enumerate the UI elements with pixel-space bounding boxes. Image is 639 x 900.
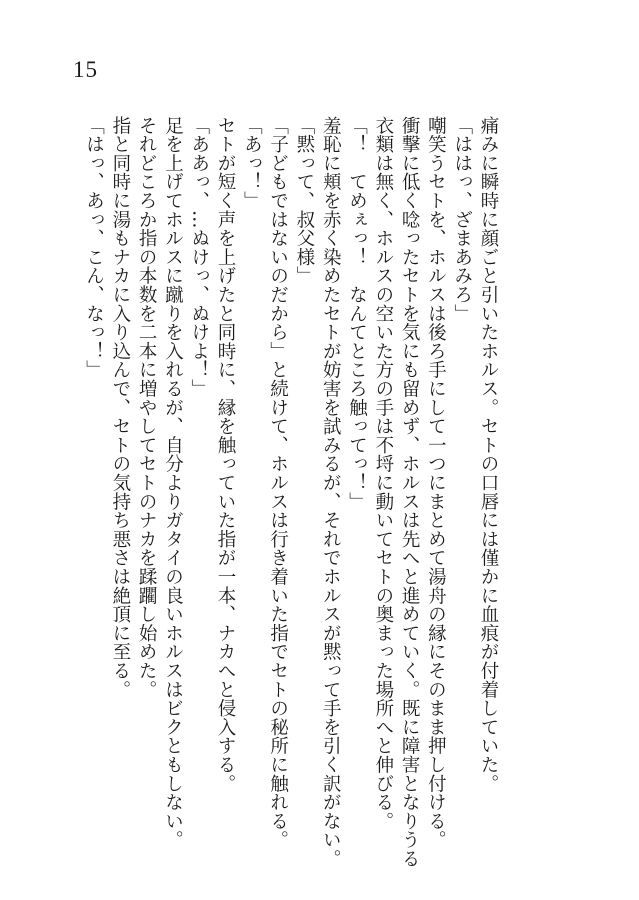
body-text xyxy=(80,116,501,868)
text-line: 足を上げてホルスに蹴りを入れるが、自分よりガタイの良いホルスはビクともしない。 xyxy=(162,116,184,850)
text-line: 衝撃に低く唸ったセトを気にも留めず、ホルスは先へと進めていく。既に障害となりうる xyxy=(399,116,421,868)
text-line: それどころか指の本数を二本に増やしてセトのナカを蹂躙し始めた。 xyxy=(136,116,158,699)
text-line: 「子どもではないのだから」と続けて、ホルスは行き着いた指でセトの秘所に触れる。 xyxy=(267,116,289,850)
text-line: 「はっ、あっ、こん、なっ！」 xyxy=(83,116,105,380)
text-line: 指と同時に湯もナカに入り込んで、セトの気持ち悪さは絶頂に至る。 xyxy=(109,116,131,699)
text-line: 「ははっ、ざまあみろ」 xyxy=(451,116,473,323)
text-line: 「あっ！」 xyxy=(241,116,263,210)
text-line: 嘲笑うセトを、ホルスは後ろ手にして一つにまとめて湯舟の縁にそのまま押し付ける。 xyxy=(425,116,447,850)
text-line: 衣類は無く、ホルスの空いた方の手は不埒に動いてセトの奥まった場所へと伸びる。 xyxy=(372,116,394,831)
text-line: 「！ てめぇっ！ なんてところ触ってっ！」 xyxy=(346,116,368,511)
text-line: セトが短く声を上げたと同時に、縁を触っていた指が一本、ナカへと侵入する。 xyxy=(215,116,237,793)
text-line: 痛みに瞬時に顔ごと引いたホルス。セトの口唇には僅かに血痕が付着していた。 xyxy=(478,116,499,793)
text-line: 「黙って、叔父様」 xyxy=(293,116,315,286)
text-line: 「ああっ、…ぬけっ、ぬけよ！」 xyxy=(188,116,210,398)
text-line: 羞恥に頬を赤く染めたセトが妨害を試みるが、それでホルスが黙って手を引く訳がない。 xyxy=(320,116,342,868)
page-number: 15 xyxy=(73,57,98,82)
